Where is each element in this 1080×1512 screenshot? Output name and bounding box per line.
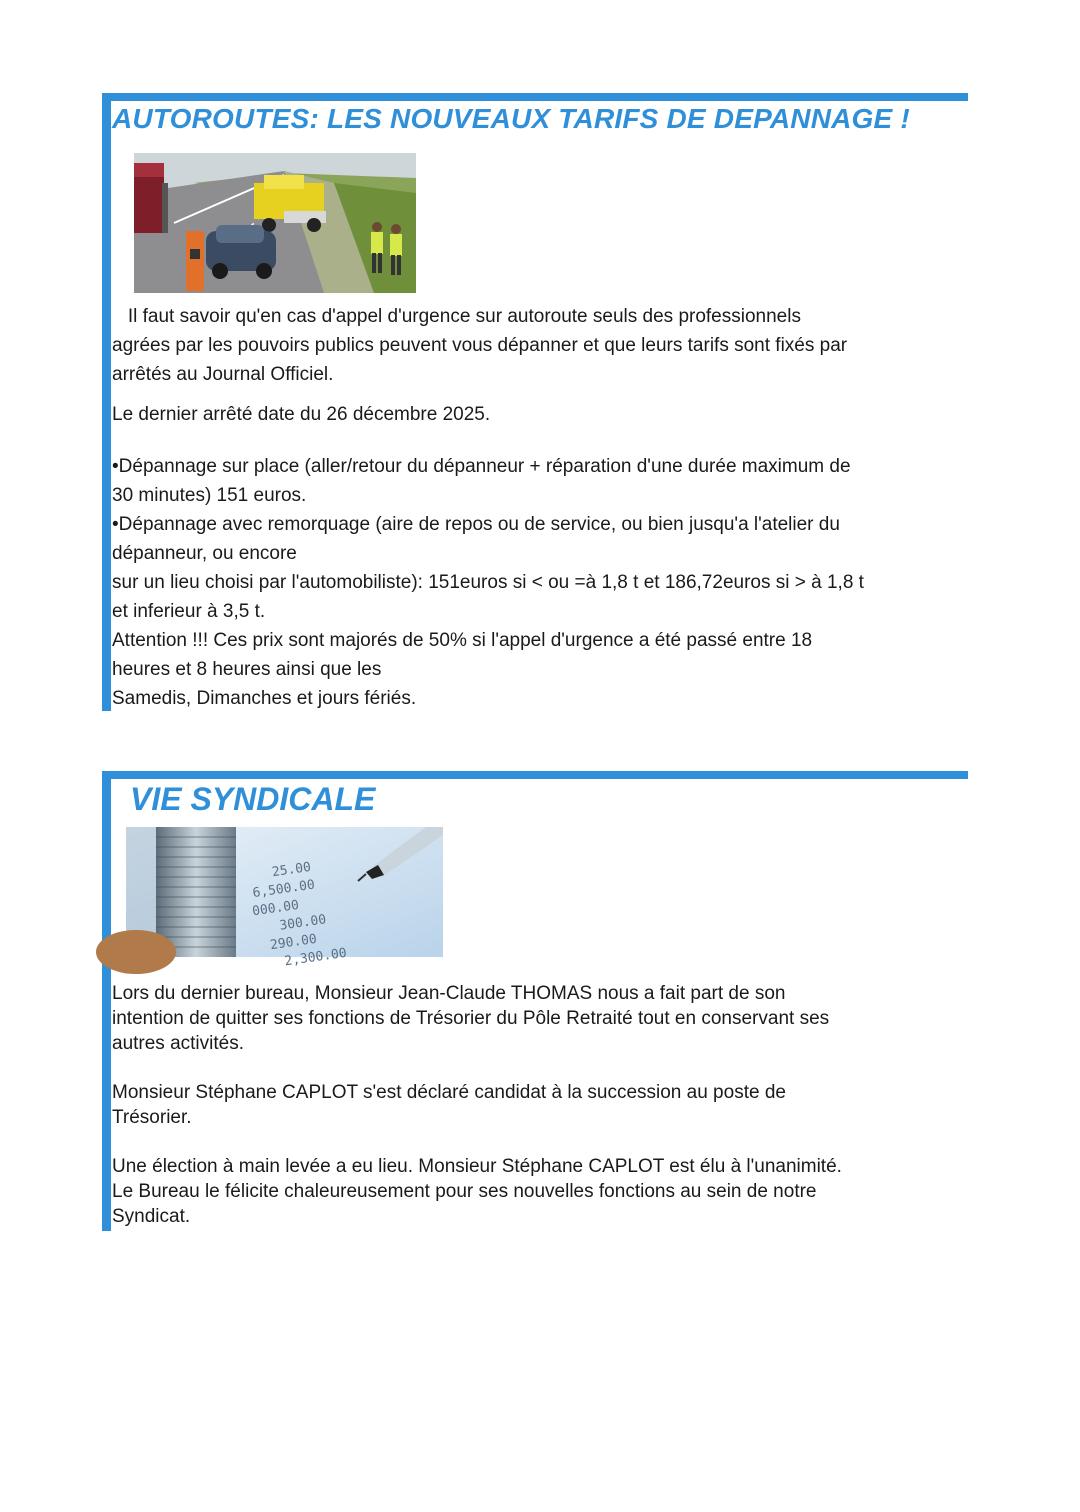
intro-paragraph xyxy=(112,302,972,389)
tow-truck-highway-photo xyxy=(134,153,416,293)
text-line: agrées par les pouvoirs publics peuvent vous dépanner et que leurs tarifs sont fixés par xyxy=(112,335,848,356)
section-left-rule xyxy=(102,93,111,711)
section-top-rule xyxy=(102,771,968,779)
text-line: Une élection à main levée a eu lieu. Monsieur Stéphane CAPLOT est élu à l'unanimité. xyxy=(112,1156,842,1177)
text-line: Attention !!! Ces prix sont majorés de 50% si l'appel d'urgence a été passé entre 18 xyxy=(112,630,813,651)
figure-text: 2,300.00 xyxy=(283,945,348,970)
text-line: •Dépannage avec remorquage (aire de repos ou de service, ou bien jusqu'a l'atelier du xyxy=(112,514,840,535)
text-line: sur un lieu choisi par l'automobiliste): 151euros si < ou =à 1,8 t et 186,72euros si > à 1,8 t xyxy=(112,572,864,593)
text-line: Samedis, Dimanches et jours fériés. xyxy=(112,688,417,709)
section-title: VIE SYNDICALE xyxy=(130,781,376,817)
section-top-rule xyxy=(102,93,968,101)
text-line: Le dernier arrêté date du 26 décembre 2025. xyxy=(112,404,491,425)
text-line: Le Bureau le félicite chaleureusement pour ses nouvelles fonctions au sein de notre xyxy=(112,1181,817,1202)
text-line: 30 minutes) 151 euros. xyxy=(112,485,307,506)
tariffs-paragraph xyxy=(112,452,978,713)
treasurer-paragraph xyxy=(112,981,962,1056)
section-title: AUTOROUTES: LES NOUVEAUX TARIFS DE DEPANNAGE ! xyxy=(112,103,910,134)
text-line: Lors du dernier bureau, Monsieur Jean-Claude THOMAS nous a fait part de son xyxy=(112,983,786,1004)
coins-and-accounts-photo xyxy=(126,827,443,970)
text-line: Monsieur Stéphane CAPLOT s'est déclaré candidat à la succession au poste de xyxy=(112,1082,786,1103)
text-line: Trésorier. xyxy=(112,1107,192,1128)
candidate-paragraph xyxy=(112,1080,962,1130)
figure-text: 300.00 xyxy=(278,912,328,934)
text-line: •Dépannage sur place (aller/retour du dépanneur + réparation d'une durée maximum de xyxy=(112,456,851,477)
section-autoroutes xyxy=(102,93,968,711)
figure-text: 000.00 xyxy=(251,897,300,920)
text-line: Il faut savoir qu'en cas d'appel d'urgence sur autoroute seuls des professionnels xyxy=(112,306,801,327)
figure-text: 290.00 xyxy=(269,931,318,954)
section-left-rule xyxy=(102,771,111,1231)
text-line: Syndicat. xyxy=(112,1206,191,1227)
date-paragraph xyxy=(112,400,972,429)
figure-text: 6,500.00 xyxy=(251,877,316,902)
text-line: et inferieur à 3,5 t. xyxy=(112,601,266,622)
election-paragraph xyxy=(112,1154,962,1229)
text-line: autres activités. xyxy=(112,1033,244,1054)
text-line: dépanneur, ou encore xyxy=(112,543,297,564)
text-line: intention de quitter ses fonctions de Trésorier du Pôle Retraité tout en conservant ses xyxy=(112,1008,830,1029)
section-vie-syndicale xyxy=(102,771,968,1231)
figure-text: 25.00 xyxy=(271,859,312,881)
text-line: arrêtés au Journal Officiel. xyxy=(112,364,334,385)
text-line: heures et 8 heures ainsi que les xyxy=(112,659,382,680)
